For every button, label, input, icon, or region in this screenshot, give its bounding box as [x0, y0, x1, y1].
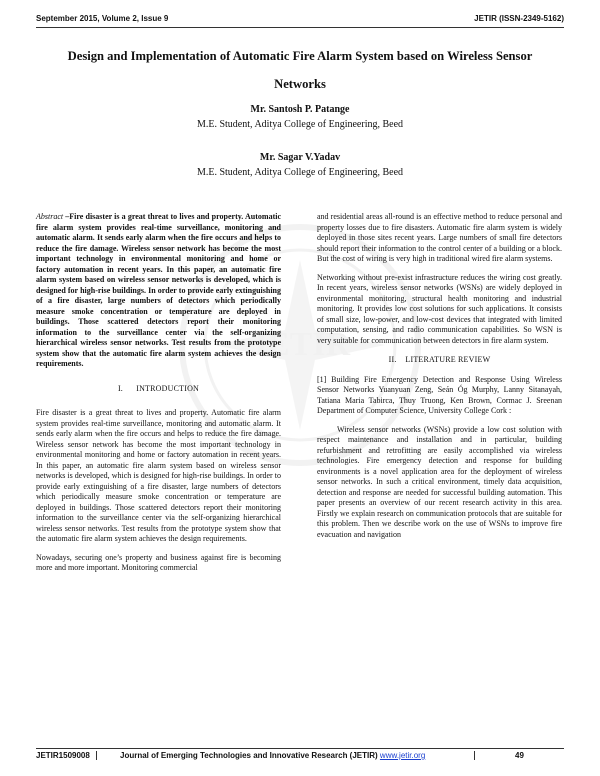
author-affiliation: M.E. Student, Aditya College of Engineering, Beed: [196, 167, 404, 178]
paper-title-line-2: Networks: [274, 77, 326, 91]
issn-info: JETIR (ISSN-2349-5162): [474, 14, 564, 23]
author-affiliation: M.E. Student, Aditya College of Engineering, Beed: [196, 119, 404, 130]
journal-link[interactable]: www.jetir.org: [379, 751, 426, 760]
left-column: [36, 212, 281, 582]
body-paragraph-2: Networking without pre-exist infrastructure reduces the wiring cost greatly. In recent years, wireless sensor networks (WSNs) are widely deployed in environmental monitoring, structural health monitoring and industrial monitoring. It provides low cost solutions for such applications. It consists of small size, low-power, and low-cost devices that integrated with limited computation, sensing, and radio communication capabilities. So WSN is very suitable for communication between detectors in fire alarm system.: [317, 272, 562, 345]
body-paragraph-1: and residential areas all-round is an effective method to reduce personal and property losses due to fire disasters. Automatic fire alarm system is widely deployed in those sites recent years. Large numbers of small fire detectors should report their information to the control center of a building or a block. But the cost of wiring is very high in traditional wired fire alarm systems.: [317, 212, 562, 263]
section-heading-literature-review: II. LITERATURE REVIEW: [388, 355, 491, 364]
paper-title: [40, 42, 560, 98]
author-name: Mr. Sagar V.Yadav: [259, 152, 341, 163]
right-column: [317, 212, 562, 548]
intro-paragraph-2: Nowadays, securing one’s property and business against fire is becoming more and more important. Monitoring commercial: [36, 552, 281, 572]
reference-1-title: [1] Building Fire Emergency Detection and Response Using Wireless Sensor Networks Yuanyuan Zeng, Seán Óg Murphy, Lanny Sitanayah, Tatiana Maria Tabirca, Thuy Truong, Ken Brown, Cormac J. Sreenan Department of Computer Science, University College Cork :: [317, 374, 562, 415]
paper-id: JETIR1509008: [36, 751, 97, 760]
issue-info: September 2015, Volume 2, Issue 9: [36, 14, 169, 23]
journal-title: Journal of Emerging Technologies and Innovative Research (JETIR): [120, 751, 378, 760]
author-name: Mr. Santosh P. Patange: [250, 104, 350, 115]
paper-title-line-1: Design and Implementation of Automatic Fire Alarm System based on Wireless Sensor: [67, 49, 533, 63]
abstract: [36, 212, 281, 370]
journal-name: [120, 751, 425, 760]
author-block-2: [40, 150, 560, 180]
reference-1-body: Wireless sensor networks (WSNs) provide a low cost solution with respect maintenance and installation and in particular, building refurbishment and retrofitting are easily accomplished via wireless technologies. Fire emergency detection and response for building environments is a novel application area for the deployment of wireless sensor networks. In such a critical environment, timely data acquisition, detection and response are needed for successful building automation. This paper presents an overview of our recent research activity in this area. Firstly we explain research on communication protocols that are suitable for this problem. Then we describe work on the use of WSNs to improve fire evacuation and navigation: [317, 424, 562, 539]
page-footer: [36, 751, 564, 765]
abstract-text: –Fire disaster is a great threat to lives and property. Automatic fire alarm system provides real-time surveillance, monitoring and automatic alarm. It sends early alarm when the fire occurs and helps to reduce the fire damage. Wireless sensor network has become the most important technology in environmental monitoring and home or factory automation in recent years. In this paper, an automatic fire alarm system based on wireless sensor networks is developed, which is designed for high-rise buildings. In order to provide early extinguishing of a fire disaster, large numbers of detectors which periodically measure smoke concentration or temperature are deployed in buildings. Those scattered detectors report their monitoring information to the surveillance center via the self-organizing hierarchical wireless sensor networks. Test results from the prototype system show that the automatic fire alarm system achieves the design requirements.: [36, 212, 282, 368]
author-block-1: [40, 102, 560, 132]
footer-divider: [36, 748, 564, 749]
page-number: 49: [474, 751, 564, 760]
section-heading-introduction: I. INTRODUCTION: [117, 383, 200, 393]
watermark-text: JETIR: [249, 326, 351, 363]
abstract-label: Abstract: [36, 212, 64, 221]
header-divider: [36, 27, 564, 28]
intro-paragraph-1: Fire disaster is a great threat to lives and property. Automatic fire alarm system provides real-time surveillance, monitoring and automatic alarm. It sends early alarm when the fire occurs and helps to reduce the fire damage. Wireless sensor network has become the most important technology in environmental monitoring and home or factory automation in recent years. In this paper, an automatic fire alarm system based on wireless sensor networks is developed, which is designed for high-rise buildings. In order to provide early extinguishing of a fire disaster, large numbers of detectors which periodically measure smoke concentration or temperature are deployed in buildings. Those scattered detectors report their monitoring information to the surveillance center via the self-organizing hierarchical wireless sensor networks. Test results from the prototype system show that the automatic fire alarm system achieves the design requirements.: [36, 408, 281, 543]
